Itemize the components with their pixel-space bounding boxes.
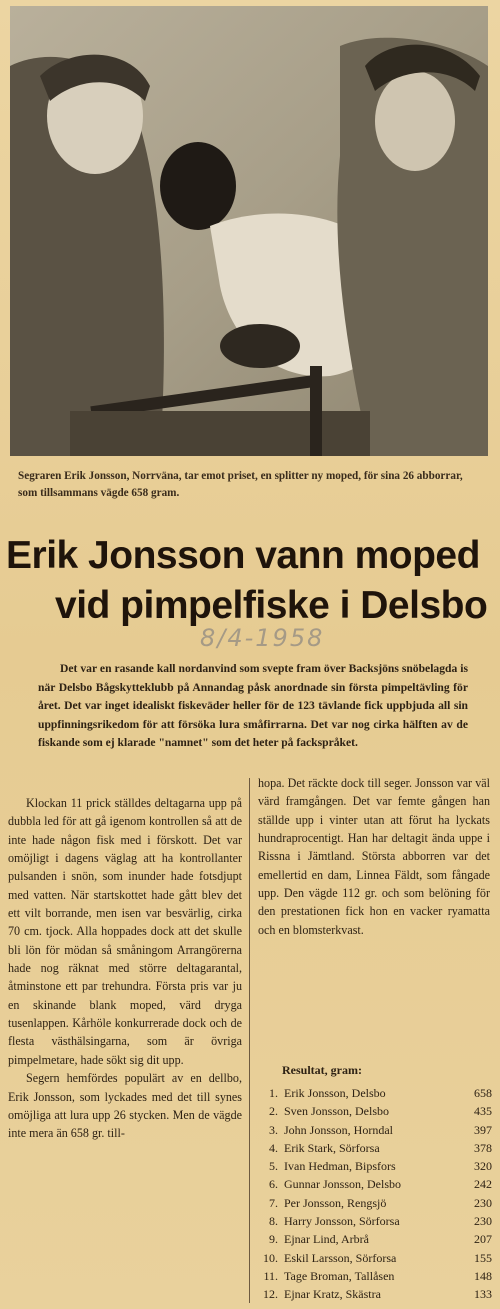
headline-line-2: vid pimpelfiske i Delsbo — [55, 584, 488, 627]
photo-illustration — [10, 6, 488, 456]
result-rank: 1. — [269, 1086, 278, 1100]
result-name: Ejnar Kratz, Skästra — [284, 1287, 381, 1302]
result-rank: 7. — [269, 1195, 278, 1210]
body-paragraph: Klockan 11 prick ställdes deltagarna upp på dubbla led för att gå igenom kontrollen så att de inte hade någon fisk med i förskott. Det var omöjligt i dagens väglag att ha kontrollanter pulsanden i snön, som inunder hade fotsdjupt med vatten. När startskottet hade gått blev det ett vilt borrande, men isen var besvärlig, cirka 70 cm. tjock. Alla hoppades dock att det skulle bli lön för mödan så småningom Arrangörerna hade nog räknat med större deltagarantal, åtminstone ett par trehundra. Första pris var ju en skinande blank moped, värd dryga tusenlappen. Kårhöle konkurrerade dock och de flesta västhälsingarna, som är övriga pimpelmetare, hade sökt sig dit upp. — [8, 796, 242, 1067]
results-list — [258, 1084, 492, 1304]
result-name: Per Jonsson, Rengsjö — [284, 1195, 387, 1210]
result-name: Harry Jonsson, Sörforsa — [284, 1214, 400, 1229]
result-weight: 207 — [474, 1232, 492, 1247]
article-column-left — [8, 794, 242, 1143]
result-weight: 658 — [474, 1086, 492, 1100]
body-paragraph: hopa. Det räckte dock till seger. Jonsson var väl värd framgången. Det var femte gången han ställde upp i vinter utan att förut ha lyckats hundraprocentigt. Han har deltagit ända uppe i Rissna i Jämtland. Största abborren var det emellertid en dam, Linnea Fäldt, som fångade upp. Den vägde 112 gr. och som belöning för den prestationen fick hon en vacker ryamatta och en blomsterkvast. — [258, 776, 490, 937]
result-rank: 4. — [269, 1140, 278, 1155]
result-row — [258, 1285, 492, 1303]
result-weight: 378 — [474, 1140, 492, 1155]
result-rank: 9. — [269, 1232, 278, 1247]
result-row — [258, 1249, 492, 1267]
result-weight: 155 — [474, 1250, 492, 1265]
result-row — [258, 1084, 492, 1102]
result-weight: 320 — [474, 1159, 492, 1174]
result-row — [258, 1230, 492, 1248]
photo-caption: Segraren Erik Jonsson, Norrväna, tar emot priset, en splitter ny moped, för sina 26 abborrar, som tillsammans vägde 658 gram. — [18, 470, 463, 499]
result-rank: 11. — [263, 1268, 278, 1283]
body-paragraph: Segern hemfördes populärt av en dellbo, Erik Jonsson, som lyckades med det till synes omöjliga att lura upp 26 stycken. Men de vägde inte mera än 658 gr. till- — [8, 1071, 242, 1141]
result-rank: 3. — [269, 1122, 278, 1137]
result-name: Erik Stark, Sörforsa — [284, 1140, 380, 1155]
results-title: Resultat, gram: — [282, 1063, 362, 1077]
column-divider — [249, 778, 250, 1303]
result-rank: 8. — [269, 1214, 278, 1229]
result-name: Eskil Larsson, Sörforsa — [284, 1250, 397, 1265]
result-weight: 230 — [474, 1195, 492, 1210]
result-weight: 242 — [474, 1177, 492, 1192]
result-weight: 435 — [474, 1104, 492, 1119]
result-row — [258, 1194, 492, 1212]
result-rank: 6. — [269, 1177, 278, 1192]
result-row — [258, 1212, 492, 1230]
result-rank: 5. — [269, 1159, 278, 1174]
result-weight: 230 — [474, 1214, 492, 1229]
result-name: John Jonsson, Horndal — [284, 1122, 394, 1137]
result-name: Tage Broman, Tallåsen — [284, 1268, 395, 1283]
result-row — [258, 1157, 492, 1175]
article-column-right — [258, 774, 490, 939]
result-name: Gunnar Jonsson, Delsbo — [284, 1177, 401, 1192]
result-row — [258, 1175, 492, 1193]
result-rank: 12. — [263, 1287, 278, 1302]
result-row — [258, 1267, 492, 1285]
result-row — [258, 1102, 492, 1120]
handwritten-date: 8/4-1958 — [200, 624, 325, 652]
result-weight: 397 — [474, 1122, 492, 1137]
lead-paragraph: Det var en rasande kall nordanvind som svepte fram över Backsjöns snöbelagda is när Delsbo Bågskytteklubb på Annandag påsk anordnade sin första pimpeltävling för året. Det var inget idealiskt fiskeväder heller för de 123 tävlande fick uppbjuda all sin uppfinningsrikedom för att försöka lura småfirrarna. Det var nog cirka hälften av de fiskande som ej klarade "namnet" som det heter på fackspråket. — [38, 662, 468, 750]
result-row — [258, 1121, 492, 1139]
result-row — [258, 1139, 492, 1157]
result-weight: 148 — [474, 1268, 492, 1283]
result-name: Ejnar Lind, Arbrå — [284, 1232, 369, 1247]
headline-line-1: Erik Jonsson vann moped — [6, 534, 480, 577]
result-rank: 2. — [269, 1104, 278, 1119]
result-rank: 10. — [263, 1250, 278, 1265]
result-name: Sven Jonsson, Delsbo — [284, 1104, 390, 1119]
result-name: Erik Jonsson, Delsbo — [284, 1086, 386, 1100]
result-name: Ivan Hedman, Bipsfors — [284, 1159, 396, 1174]
news-photo — [10, 6, 488, 456]
result-weight: 133 — [474, 1287, 492, 1302]
